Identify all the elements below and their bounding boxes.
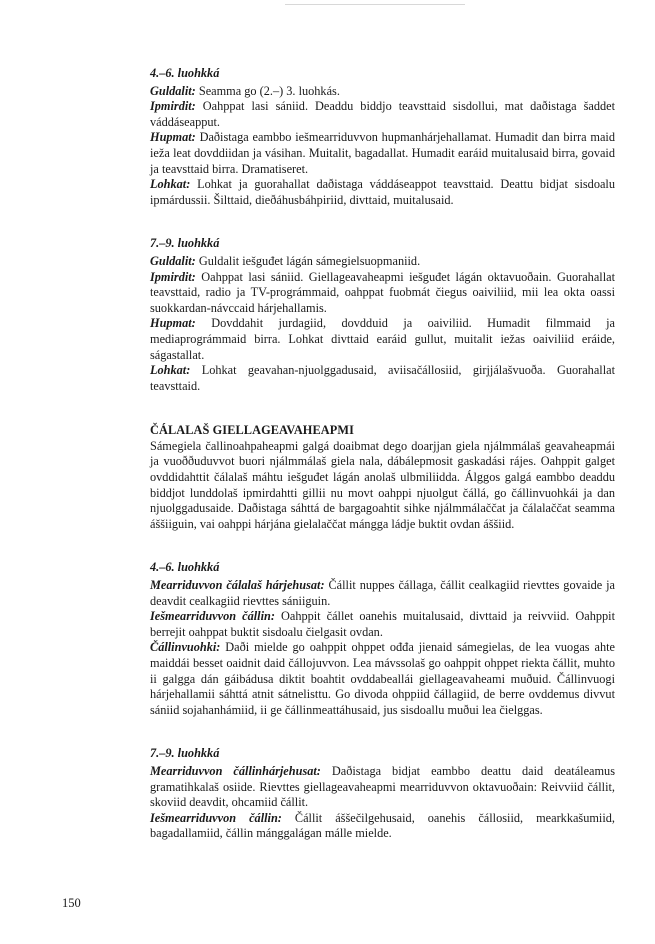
paragraph-lohkat bbox=[150, 177, 615, 208]
paragraph-callinvuohki bbox=[150, 640, 615, 718]
section-4-6-oral bbox=[150, 66, 615, 208]
paragraph-ipmirdit bbox=[150, 270, 615, 317]
paragraph-guldalit bbox=[150, 84, 615, 100]
paragraph-text: Guldalit iešguđet lágán sámegielsuopmaniid. bbox=[195, 253, 421, 268]
paragraph-text: Oahppit čállet oanehis muitalusaid, divttaid ja reivviid. Oahppit berrejit oahppat buktit sisdoalu čielgasit ovdan. bbox=[150, 609, 615, 639]
paragraph-iesmearriduvvon bbox=[150, 811, 615, 842]
section-4-6-written bbox=[150, 560, 615, 718]
term-label: Hupmat: bbox=[150, 130, 196, 145]
term-label: Lohkat: bbox=[150, 363, 191, 378]
section-heading: 7.–9. luohkká bbox=[150, 746, 220, 761]
paragraph-text: Daði mielde go oahppit ohppet ođđa jienaid sámegielas, de lea vuogas ahte maiddái besset oaidnit daid čállojuvvon. Lea mávssolaš go oahppit ohppet riekta čállit, muhto ii galgga dán gáibádusa diktit boahtit ovddabeallái giellageavaheami muðuid. Čállinvuogi hárjehallamii sáhttá atnit sátnelisttu. Go divoda ohppiid čállagiid, de berre ovddemus divvut sániid sojahanhámiid, ii ge čállinmeattáhusaid, jus sisdoallu muðui lea čielggas. bbox=[150, 640, 615, 717]
term-label: Lohkat: bbox=[150, 177, 191, 192]
section-heading: 7.–9. luohkká bbox=[150, 236, 220, 251]
section-heading: 4.–6. luohkká bbox=[150, 560, 220, 575]
paragraph-hupmat bbox=[150, 316, 615, 363]
section-heading: 4.–6. luohkká bbox=[150, 66, 220, 80]
section-7-9-oral bbox=[150, 236, 615, 394]
term-label: Iešmearriduvvon čállin: bbox=[150, 609, 275, 624]
term-label: Čállinvuohki: bbox=[150, 640, 221, 655]
term-label: Guldalit: bbox=[150, 83, 196, 98]
paragraph-ipmirdit bbox=[150, 99, 615, 130]
term-label: Hupmat: bbox=[150, 316, 196, 331]
section-written-language bbox=[150, 423, 615, 532]
term-label: Mearriduvvon čálalaš hárjehusat: bbox=[150, 578, 325, 593]
paragraph-iesmearriduvvon bbox=[150, 609, 615, 640]
page-number: 150 bbox=[62, 896, 81, 910]
term-label: Guldalit: bbox=[150, 253, 196, 268]
paragraph-intro: Sámegiela čallinoahpaheapmi galgá doaibmat dego doarjjan giela njálmmálaš geavaheapmái ja vuoððuduvvot buori njálmmálaš giela nala, dábálepmosit gaskadási rájes. Oahppit galget ovddidahttit čálalaš máhtu iešguđet lágán anolaš ulbmiliidda. Álggos galgá eambbo deaddu biddjot lunddolaš ipmirdahtti gillii nu movt oahppi njuolgut čállá, go čállinvuohkái ja dan njuolggadusaide. Daðistaga sáhttá de bargagoahtit sihke njálmmálaččat ja čálalaččat seamma áššiiguin, vai oahppi hárjána gielalaččat mángga ládje buktit ovdan áššiid. bbox=[150, 438, 615, 531]
paragraph-mearriduvvon bbox=[150, 764, 615, 811]
paragraph-hupmat bbox=[150, 130, 615, 177]
section-7-9-written bbox=[150, 746, 615, 842]
paragraph-text: Oahppat lasi sániid. Deaddu biddjo teavsttaid sisdollui, mat daðistaga šaddet váddáseapput. bbox=[150, 99, 615, 129]
paragraph-text: Seamma go (2.–) 3. luohkás. bbox=[195, 83, 340, 98]
page-content bbox=[150, 66, 615, 857]
paragraph-mearriduvvon bbox=[150, 578, 615, 609]
paragraph-text: Lohkat ja guorahallat daðistaga váddáseappot teavsttaid. Deattu bidjat sisdoalu ipmárdussii. Šilttaid, dieðáhusbáhpiriid, divttaid, muitalusaid. bbox=[150, 177, 615, 207]
main-heading: ČÁLALAŠ GIELLAGEAVAHEAPMI bbox=[150, 423, 354, 438]
term-label: Ipmirdit: bbox=[150, 99, 196, 114]
paragraph-text: Čállit nuppes čállaga, čállit cealkagiid rievttes govaide ja deavdit cealkagiid rievttes sániiguin. bbox=[150, 578, 616, 608]
term-label: Mearriduvvon čállinhárjehusat: bbox=[150, 763, 321, 778]
term-label: Iešmearriduvvon čállin: bbox=[150, 810, 282, 825]
term-label: Ipmirdit: bbox=[150, 269, 196, 284]
top-edge-line bbox=[285, 4, 465, 5]
paragraph-guldalit bbox=[150, 254, 615, 270]
paragraph-text: Daðistaga eambbo iešmearriduvvon hupmanhárjehallamat. Humadit dan birra maid ieža leat dovddiidan ja vásihan. Muitalit, bagadallat. Humadit earáid muitalusaid birra, govaid ja teavsttaid birra. Dramatiseret. bbox=[150, 130, 615, 176]
paragraph-text: Daðistaga bidjat eambbo deattu daid deatáleamus gramatihkalaš osiide. Rievttes giellageavaheapmi mearriduvvon oktavuoðain: Reivviid čállit, skoviid deavdit, ohcamiid čállit. bbox=[150, 763, 615, 810]
paragraph-text: Čállit áššečilgehusaid, oanehis čállosiid, mearkkašumiid, bagadallamiid, čállin mánggalágan málle mielde. bbox=[150, 810, 615, 841]
paragraph-lohkat bbox=[150, 363, 615, 394]
paragraph-text: Oahppat lasi sániid. Giellageavaheapmi iešguđet lágán oktavuoðain. Guorahallat teavsttaid, radio ja TV-prográmmaid, oahppat fuobmát čiegus oaiviliid, mii lea okta oassi suokkardan-návccaid hárjehallamis. bbox=[150, 269, 615, 315]
paragraph-text: Dovddahit jurdagiid, dovdduid ja oaiviliid. Humadit filmmaid ja mediaprográmmaid birra. Lohkat divttaid earáid gullut, muitalit iežas oaiviliid eráide, ságastallat. bbox=[150, 316, 615, 362]
paragraph-text: Lohkat geavahan-njuolggadusaid, aviisačállosiid, girjjálašvuoða. Guorahallat teavsttaid. bbox=[150, 363, 615, 393]
